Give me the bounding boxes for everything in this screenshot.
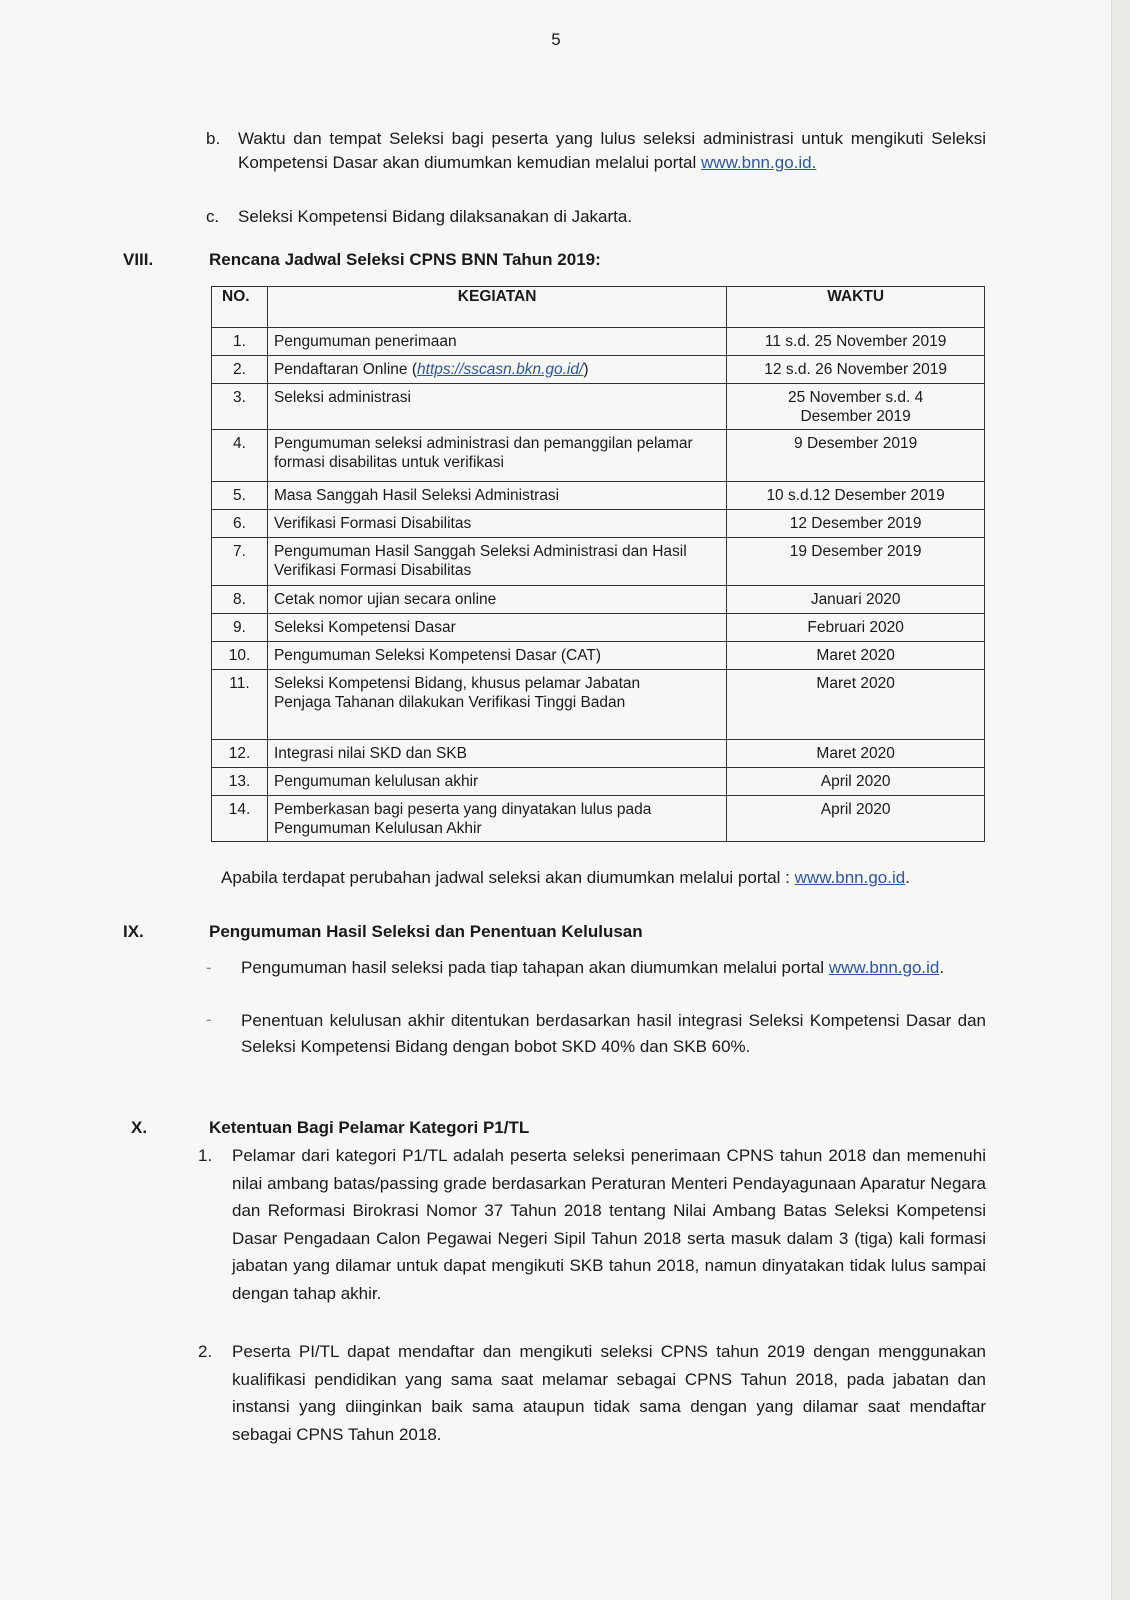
cell-waktu: 11 s.d. 25 November 2019 bbox=[727, 328, 985, 356]
list-marker: - bbox=[206, 958, 212, 977]
table-row bbox=[212, 796, 985, 842]
list-marker: - bbox=[206, 1010, 212, 1029]
cell-kegiatan: Masa Sanggah Hasil Seleksi Administrasi bbox=[267, 482, 726, 510]
table-header-row bbox=[212, 287, 985, 328]
section-title: Ketentuan Bagi Pelamar Kategori P1/TL bbox=[209, 1118, 530, 1137]
list-item-text: Pelamar dari kategori P1/TL adalah peserta seleksi penerimaan CPNS tahun 2018 dan memenuhi nilai ambang batas/passing grade berdasarkan Peraturan Menteri Pendayagunaan Aparatur Negara dan Reformasi Birokrasi Nomor 37 Tahun 2018 tentang Nilai Ambang Batas Seleksi Kompetensi Dasar Pengadaan Calon Pegawai Negeri Sipil Tahun 2018 serta masuk dalam 3 (tiga) kali formasi jabatan yang dilamar untuk dapat mengikuti SKB tahun 2018, namun dinyatakan tidak lulus sampai dengan tahap akhir. bbox=[232, 1146, 986, 1303]
cell-waktu: Maret 2020 bbox=[727, 740, 985, 768]
table-row bbox=[212, 384, 985, 430]
portal-link[interactable]: www.bnn.go.id. bbox=[701, 153, 817, 172]
column-header-no: NO. bbox=[212, 287, 268, 328]
section-title: Pengumuman Hasil Seleksi dan Penentuan Kelulusan bbox=[209, 922, 643, 941]
cell-waktu: 9 Desember 2019 bbox=[727, 430, 985, 482]
cell-waktu: April 2020 bbox=[727, 796, 985, 842]
cell-kegiatan: Seleksi Kompetensi Bidang, khusus pelamar Jabatan Penjaga Tahanan dilakukan Verifikasi Tinggi Badan bbox=[267, 670, 726, 740]
schedule-note: Apabila terdapat perubahan jadwal seleksi akan diumumkan melalui portal : www.bnn.go.id. bbox=[221, 868, 910, 887]
list-item-text: Penentuan kelulusan akhir ditentukan berdasarkan hasil integrasi Seleksi Kompetensi Dasar dan Seleksi Kompetensi Bidang dengan bobot SKD 40% dan SKB 60%. bbox=[241, 1011, 986, 1056]
cell-kegiatan: Integrasi nilai SKD dan SKB bbox=[267, 740, 726, 768]
cell-no: 14. bbox=[212, 796, 268, 842]
column-header-waktu: WAKTU bbox=[727, 287, 985, 328]
cell-waktu: 12 Desember 2019 bbox=[727, 510, 985, 538]
table-row bbox=[212, 430, 985, 482]
cell-kegiatan: Seleksi administrasi bbox=[267, 384, 726, 430]
cell-waktu: 19 Desember 2019 bbox=[727, 538, 985, 586]
table-row bbox=[212, 642, 985, 670]
cell-no: 8. bbox=[212, 586, 268, 614]
table-row bbox=[212, 538, 985, 586]
cell-kegiatan: Pengumuman Hasil Sanggah Seleksi Administrasi dan Hasil Verifikasi Formasi Disabilitas bbox=[267, 538, 726, 586]
portal-link[interactable]: www.bnn.go.id bbox=[794, 868, 906, 887]
cell-no: 12. bbox=[212, 740, 268, 768]
list-marker: 1. bbox=[198, 1146, 213, 1165]
list-marker: 2. bbox=[198, 1342, 213, 1361]
cell-waktu: 10 s.d.12 Desember 2019 bbox=[727, 482, 985, 510]
list-item-text: Seleksi Kompetensi Bidang dilaksanakan di Jakarta. bbox=[238, 207, 633, 226]
cell-kegiatan: Pengumuman seleksi administrasi dan pemanggilan pelamar formasi disabilitas untuk verifikasi bbox=[267, 430, 726, 482]
table-row bbox=[212, 482, 985, 510]
cell-no: 2. bbox=[212, 356, 268, 384]
cell-kegiatan: Cetak nomor ujian secara online bbox=[267, 586, 726, 614]
cell-kegiatan: Pengumuman Seleksi Kompetensi Dasar (CAT) bbox=[267, 642, 726, 670]
table-row bbox=[212, 586, 985, 614]
cell-waktu: Januari 2020 bbox=[727, 586, 985, 614]
table-row bbox=[212, 614, 985, 642]
section-number: VIII. bbox=[123, 250, 154, 269]
table-row bbox=[212, 768, 985, 796]
cell-no: 3. bbox=[212, 384, 268, 430]
portal-link[interactable]: www.bnn.go.id bbox=[828, 958, 940, 977]
cell-no: 1. bbox=[212, 328, 268, 356]
cell-no: 4. bbox=[212, 430, 268, 482]
section-title: Rencana Jadwal Seleksi CPNS BNN Tahun 2019: bbox=[209, 250, 601, 269]
cell-kegiatan: Pemberkasan bagi peserta yang dinyatakan lulus pada Pengumuman Kelulusan Akhir bbox=[267, 796, 726, 842]
table-row bbox=[212, 510, 985, 538]
cell-waktu: April 2020 bbox=[727, 768, 985, 796]
scan-edge bbox=[1111, 0, 1130, 1600]
list-marker: c. bbox=[206, 207, 220, 226]
cell-waktu: Februari 2020 bbox=[727, 614, 985, 642]
column-header-kegiatan: KEGIATAN bbox=[267, 287, 726, 328]
table-row bbox=[212, 670, 985, 740]
cell-no: 10. bbox=[212, 642, 268, 670]
schedule-table bbox=[211, 286, 985, 842]
section-number: X. bbox=[131, 1118, 148, 1137]
cell-kegiatan: Pendaftaran Online (https://sscasn.bkn.go.id/) bbox=[267, 356, 726, 384]
sscasn-link[interactable]: https://sscasn.bkn.go.id/ bbox=[417, 361, 584, 378]
cell-waktu: 12 s.d. 26 November 2019 bbox=[727, 356, 985, 384]
section-number: IX. bbox=[123, 922, 144, 941]
list-item-text: Pengumuman hasil seleksi pada tiap tahapan akan diumumkan melalui portal www.bnn.go.id. bbox=[241, 958, 945, 977]
list-marker: b. bbox=[206, 129, 221, 148]
cell-no: 7. bbox=[212, 538, 268, 586]
cell-no: 13. bbox=[212, 768, 268, 796]
list-item-text: Waktu dan tempat Seleksi bagi peserta yang lulus seleksi administrasi untuk mengikuti Seleksi Kompetensi Dasar akan diumumkan kemudian melalui portal www.bnn.go.id. bbox=[238, 129, 986, 172]
cell-waktu: Maret 2020 bbox=[727, 642, 985, 670]
cell-waktu: 25 November s.d. 4 Desember 2019 bbox=[727, 384, 985, 430]
list-item-text: Peserta PI/TL dapat mendaftar dan mengikuti seleksi CPNS tahun 2019 dengan menggunakan kualifikasi pendidikan yang sama saat melamar sebagai CPNS Tahun 2018, pada jabatan dan instansi yang diinginkan baik sama ataupun tidak sama dengan yang dilamar saat mendaftar sebagai CPNS Tahun 2018. bbox=[232, 1342, 986, 1444]
cell-no: 11. bbox=[212, 670, 268, 740]
page-number: 5 bbox=[551, 30, 561, 49]
cell-kegiatan: Verifikasi Formasi Disabilitas bbox=[267, 510, 726, 538]
cell-kegiatan: Seleksi Kompetensi Dasar bbox=[267, 614, 726, 642]
table-row bbox=[212, 356, 985, 384]
cell-waktu: Maret 2020 bbox=[727, 670, 985, 740]
cell-kegiatan: Pengumuman kelulusan akhir bbox=[267, 768, 726, 796]
cell-no: 6. bbox=[212, 510, 268, 538]
cell-no: 9. bbox=[212, 614, 268, 642]
cell-no: 5. bbox=[212, 482, 268, 510]
table-row bbox=[212, 328, 985, 356]
cell-kegiatan: Pengumuman penerimaan bbox=[267, 328, 726, 356]
table-row bbox=[212, 740, 985, 768]
